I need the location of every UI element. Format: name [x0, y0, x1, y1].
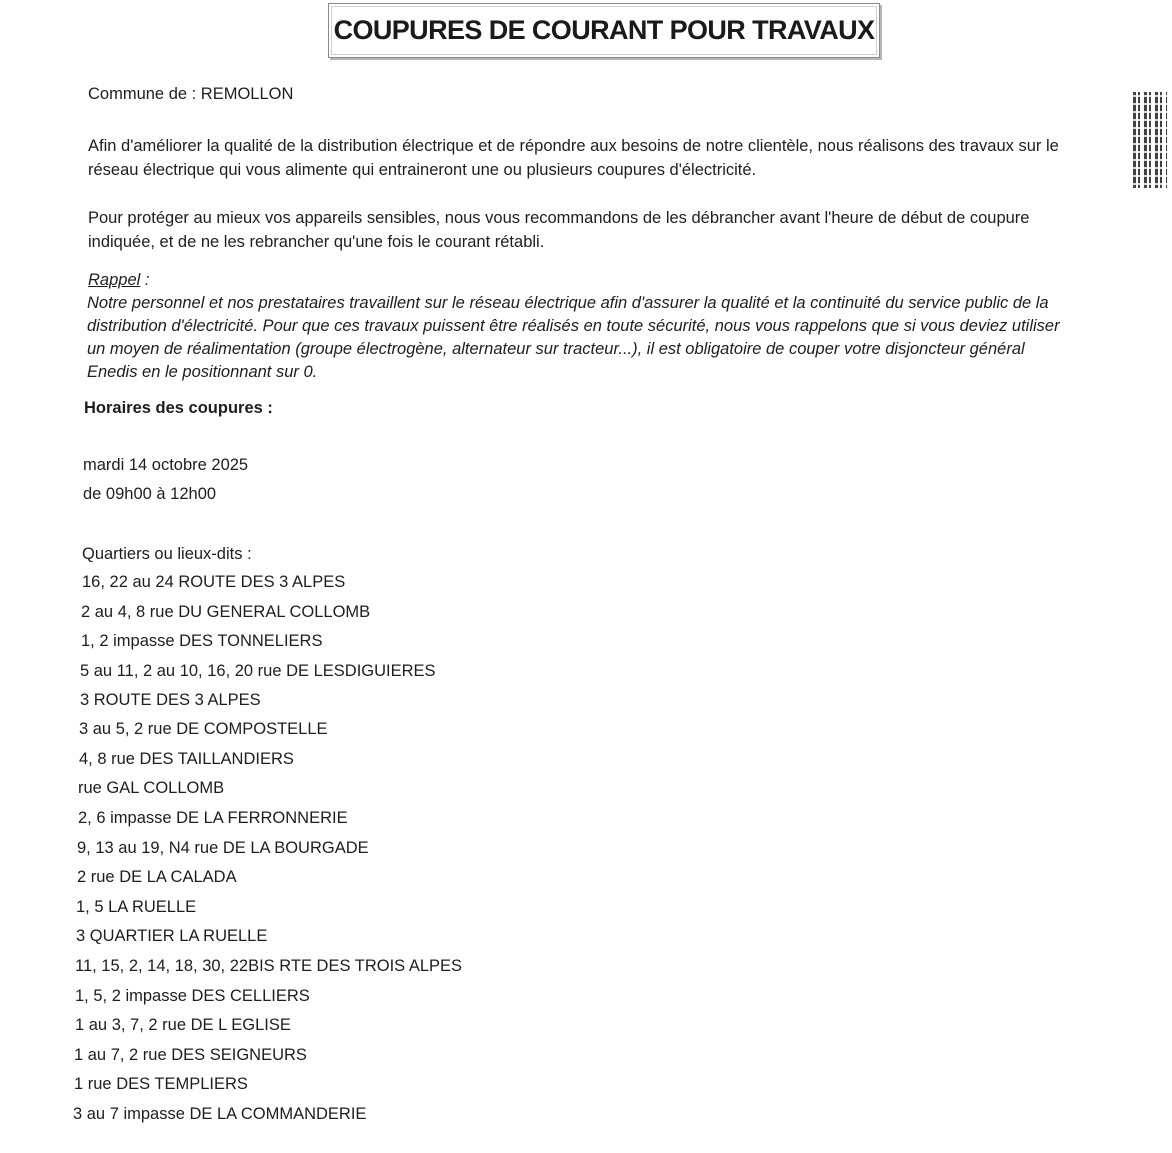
list-item: 9, 13 au 19, N4 rue DE LA BOURGADE [77, 839, 369, 857]
advice-paragraph: Pour protéger au mieux vos appareils sensibles, nous vous recommandons de les débrancher avant l'heure de début de coupure indiquée, et de ne les rebrancher qu'une fois le courant rétabli. [88, 209, 1030, 251]
reminder-text: Notre personnel et nos prestataires travaillent sur le réseau électrique afin d'assurer la qualité et la continuité du service public de la distribution d'électricité. Pour que ces travaux puissent être réalisés en toute sécurité, nous vous rappelons que si vous deviez utiliser un moyen de réalimentation (groupe électrogène, alternateur sur tracteur...), il est obligatoire de couper votre disjoncteur général Enedis en le positionnant sur 0. [87, 294, 1060, 381]
list-item: 2 au 4, 8 rue DU GENERAL COLLOMB [81, 603, 371, 621]
intro-paragraph: Afin d'améliorer la qualité de la distribution électrique et de répondre aux besoins de notre clientèle, nous réalisons des travaux sur le réseau électrique qui vous alimente qui entraineront une ou plusieurs coupures d'électricité. [88, 137, 1059, 179]
list-item: 1 au 3, 7, 2 rue DE L EGLISE [75, 1016, 291, 1034]
list-item: 11, 15, 2, 14, 18, 30, 22BIS RTE DES TROIS ALPES [75, 957, 463, 975]
list-item: 3 au 5, 2 rue DE COMPOSTELLE [79, 720, 328, 738]
places-heading: Quartiers ou lieux-dits : [82, 545, 252, 563]
list-item: 3 au 7 impasse DE LA COMMANDERIE [73, 1105, 367, 1123]
list-item: 2 rue DE LA CALADA [77, 868, 237, 886]
list-item: rue GAL COLLOMB [78, 779, 225, 797]
list-item: 3 QUARTIER LA RUELLE [76, 927, 268, 945]
list-item: 3 ROUTE DES 3 ALPES [80, 691, 261, 709]
qr-code-texture [1133, 92, 1167, 188]
title-box [328, 3, 880, 58]
reminder-suffix: : [140, 271, 150, 289]
commune-label: Commune de : REMOLLON [88, 85, 294, 103]
page-title: COUPURES DE COURANT POUR TRAVAUX [333, 15, 875, 45]
schedule-heading: Horaires des coupures : [84, 399, 273, 417]
list-item: 1 au 7, 2 rue DES SEIGNEURS [74, 1046, 307, 1064]
list-item: 4, 8 rue DES TAILLANDIERS [79, 750, 294, 768]
list-item: 5 au 11, 2 au 10, 16, 20 rue DE LESDIGUIERES [80, 662, 436, 680]
reminder-heading [88, 268, 149, 292]
list-item: 16, 22 au 24 ROUTE DES 3 ALPES [82, 573, 346, 591]
list-item: 1, 5 LA RUELLE [76, 898, 197, 916]
outage-date: mardi 14 octobre 2025 [83, 456, 249, 474]
reminder-label: Rappel [88, 271, 141, 289]
list-item: 1 rue DES TEMPLIERS [74, 1075, 248, 1093]
list-item: 1, 2 impasse DES TONNELIERS [81, 632, 323, 650]
list-item: 1, 5, 2 impasse DES CELLIERS [75, 987, 310, 1005]
outage-time-range: de 09h00 à 12h00 [83, 485, 217, 503]
list-item: 2, 6 impasse DE LA FERRONNERIE [78, 809, 348, 827]
